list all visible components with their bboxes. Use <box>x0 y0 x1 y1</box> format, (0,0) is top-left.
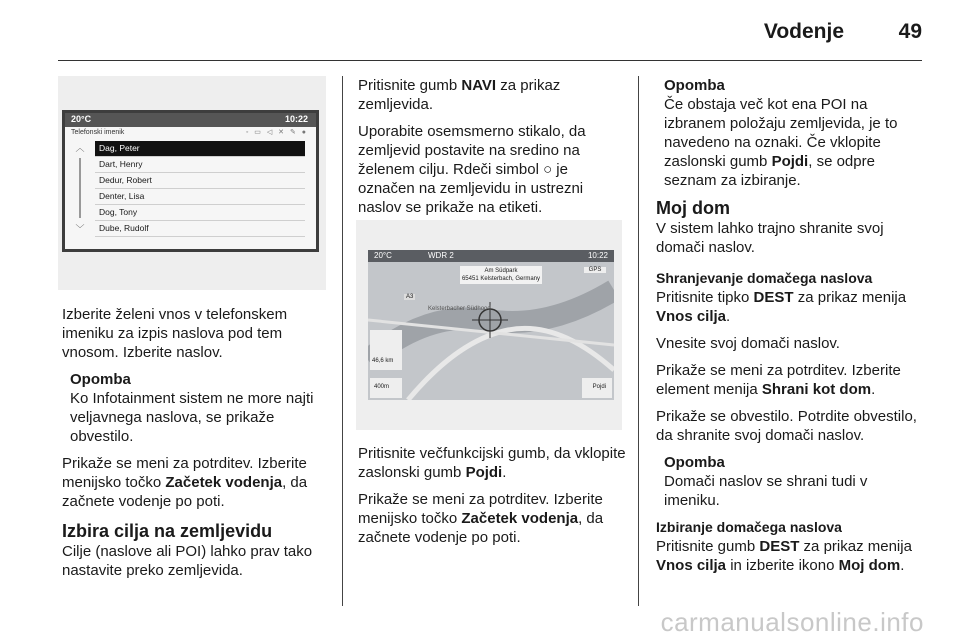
note-heading: Opomba <box>70 371 131 388</box>
scroll-track <box>79 158 81 218</box>
scroll-up-icon[interactable]: ︿ <box>75 143 85 153</box>
phonebook-screenshot <box>58 76 326 290</box>
column-2-lower <box>358 444 626 555</box>
phonebook-display <box>62 110 319 252</box>
note-text: Če obstaja več kot ena POI na izbranem položaju zemljevida, je to navedeno na oznaki. Če vklopite zaslonski gumb Pojdi, se odpre seznam za izbiranje. <box>664 96 898 189</box>
screen-title: Telefonski imenik <box>71 129 125 136</box>
screen-title-bar <box>65 127 316 139</box>
list-item[interactable]: Dart, Henry <box>95 157 305 173</box>
gps-button[interactable]: GPS <box>584 267 606 273</box>
paragraph: Pritisnite večfunkcijski gumb, da vklopite zaslonski gumb Pojdi. <box>358 445 626 481</box>
clock: 10:22 <box>284 114 308 124</box>
list-item[interactable]: Dog, Tony <box>95 205 305 221</box>
note <box>656 453 924 510</box>
section-heading: Moj dom <box>656 198 730 218</box>
column-1 <box>62 305 332 588</box>
map-clock: 10:22 <box>587 251 608 260</box>
scroll-bar[interactable] <box>71 141 89 236</box>
paragraph: Pritisnite tipko DEST za prikaz menija Vnos cilja. <box>656 289 907 325</box>
status-bar <box>65 113 316 127</box>
section-heading: Izbira cilja na zemljevidu <box>62 521 273 541</box>
temperature: 20°C <box>71 114 92 124</box>
map-station: WDR 2 <box>428 251 454 260</box>
column-3 <box>656 76 924 583</box>
paragraph: V sistem lahko trajno shranite svoj domači naslov. <box>656 220 884 256</box>
status-icons: ◦ ▭ ◁ ✕ ✎ ● <box>245 129 308 136</box>
paragraph: Pritisnite gumb NAVI za prikaz zemljevida. <box>358 77 561 113</box>
note-heading: Opomba <box>664 454 725 471</box>
column-divider <box>342 76 343 606</box>
column-divider <box>638 76 639 606</box>
page-title: Vodenje <box>763 20 844 43</box>
paragraph: Prikaže se meni za potrditev. Izberite menijsko točko Začetek vodenja, da začnete vodenje po poti. <box>358 491 604 546</box>
map-display <box>368 250 614 400</box>
address-label: Am Südpark 65451 Kelsterbach, Germany <box>461 268 541 282</box>
subsection-heading: Izbiranje domačega naslova <box>656 519 842 535</box>
paragraph: Izberite želeni vnos v telefonskem imeniku za izpis naslova pod tem vnosom. Izberite naslov. <box>62 306 288 361</box>
map-screenshot <box>356 220 622 430</box>
note-heading: Opomba <box>664 77 725 94</box>
column-2 <box>358 76 626 225</box>
note-text: Ko Infotainment sistem ne more najti veljavnega naslova, se prikaže obvestilo. <box>70 390 314 445</box>
page-number: 49 <box>898 20 922 43</box>
paragraph: Cilje (naslove ali POI) lahko prav tako nastavite preko zemljevida. <box>62 543 313 579</box>
scale-readout: 400m <box>374 384 390 390</box>
map-temperature: 20°C <box>374 251 392 260</box>
go-button[interactable]: Pojdi <box>592 384 606 390</box>
list-item[interactable]: Dedur, Robert <box>95 173 305 189</box>
road-label: A3 <box>406 294 414 300</box>
list-item[interactable]: Denter, Lisa <box>95 189 305 205</box>
paragraph: Prikaže se meni za potrditev. Izberite menijsko točko Začetek vodenja, da začnete vodenje po poti. <box>62 455 308 510</box>
note <box>62 370 332 446</box>
distance-readout: 46,6 km <box>372 358 394 364</box>
header-rule <box>58 60 922 61</box>
note <box>656 76 924 190</box>
phonebook-list <box>95 141 305 237</box>
scroll-down-icon[interactable]: ﹀ <box>75 224 85 234</box>
subsection-heading: Shranjevanje domačega naslova <box>656 270 873 286</box>
note-text: Domači naslov se shrani tudi v imeniku. <box>664 473 868 509</box>
paragraph: Vnesite svoj domači naslov. <box>656 335 840 352</box>
paragraph: Prikaže se obvestilo. Potrdite obvestilo, da shranite svoj domači naslov. <box>656 408 917 444</box>
list-item[interactable]: Dag, Peter <box>95 141 305 157</box>
list-item[interactable]: Dube, Rudolf <box>95 221 305 237</box>
page-header <box>0 0 960 62</box>
watermark: carmanualsonline.info <box>660 607 924 637</box>
place-label: Kelsterbacher Südhood <box>428 306 491 312</box>
paragraph: Pritisnite gumb DEST za prikaz menija Vnos cilja in izberite ikono Moj dom. <box>656 538 912 574</box>
paragraph: Uporabite osemsmerno stikalo, da zemljevid postavite na sredino na želenem cilju. Rdeči simbol ○ je označen na zemljevidu in ustrezni naslov se prikaže na etiketi. <box>358 123 586 216</box>
paragraph: Prikaže se meni za potrditev. Izberite element menija Shrani kot dom. <box>656 362 901 398</box>
